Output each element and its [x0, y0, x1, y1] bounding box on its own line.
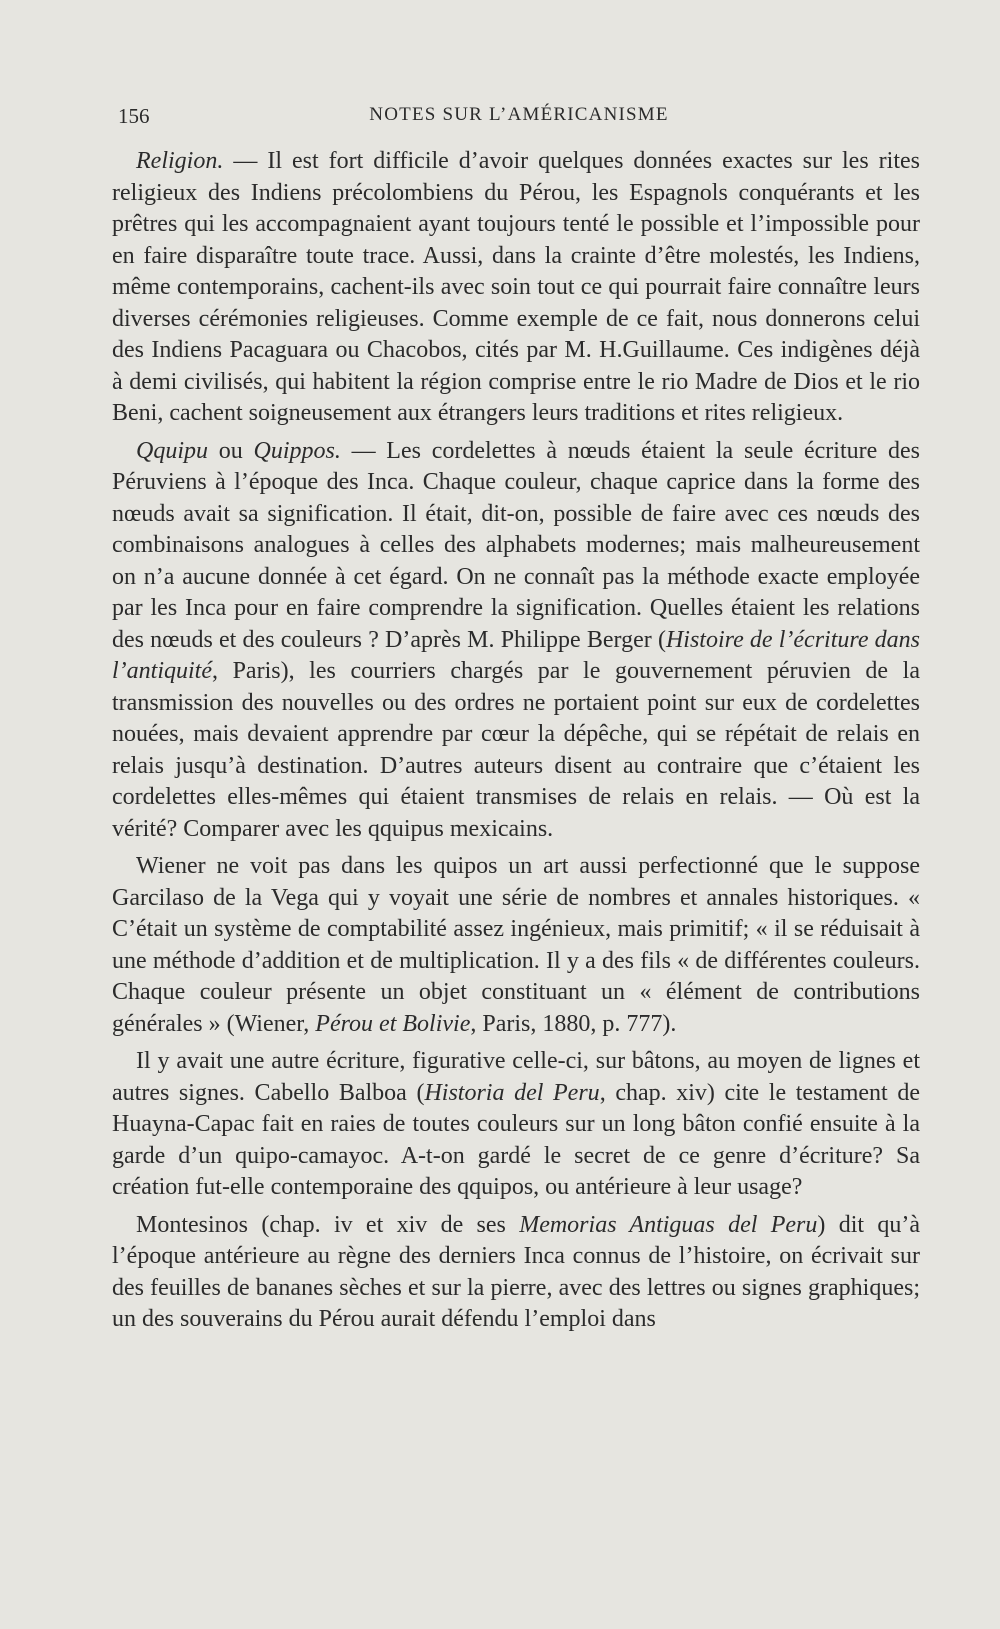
paragraph-text: ) dit qu’à l’époque antérieure au règne des derniers Inca connus de l’histoire, on écrivait sur des feuilles de bananes sèches et sur la pierre, avec des lettres ou signes graphiques; un des souverains du Pérou aurait défendu l’emploi dans [112, 1211, 920, 1332]
book-title: Memorias Antiguas del Peru [519, 1211, 818, 1238]
body-text [112, 146, 920, 1336]
paragraph-text: ou [208, 437, 254, 464]
running-title: NOTES SUR L’AMÉRICANISME [369, 104, 669, 125]
paragraph-text: — Les cordelettes à nœuds étaient la seule écriture des Péruviens à l’époque des Inca. Chaque couleur, chaque caprice dans la forme des nœuds avait sa signification. Il était, dit-on, possible de faire avec ces nœuds des combinaisons analogues à celles des alphabets modernes; mais malheureusement on n’a aucune donnée à cet égard. On ne connaît pas la méthode exacte employée par les Inca pour en faire comprendre la signification. Quelles étaient les relations des nœuds et des couleurs ? D’après M. Philippe Berger ( [112, 437, 920, 653]
paragraph-montesinos [112, 1210, 920, 1336]
book-title: Historia del Peru [424, 1079, 600, 1106]
book-title: Histoire de l’écriture dans l’antiquité [112, 626, 921, 684]
paragraph-text: , Paris), les courriers chargés par le gouvernement péruvien de la transmission des nouvelles ou des ordres ne portaient point sur eux de cordelettes nouées, mais devaient apprendre par cœur la dépêche, qui se répétait de relais en relais jusqu’à destination. D’autres auteurs disent au contraire que c’étaient les cordelettes elles-mêmes qui étaient transmises de relais en relais. — Où est la vérité? Comparer avec les qquipus mexicains. [112, 658, 920, 842]
running-head [118, 104, 920, 134]
paragraph-wiener [112, 851, 920, 1040]
paragraph-text: Il y avait une autre écriture, figurative celle-ci, sur bâtons, au moyen de lignes et autres signes. Cabello Balboa ( [112, 1048, 920, 1106]
paragraph-text: Wiener ne voit pas dans les quipos un art aussi perfectionné que le suppose Garcilaso de la Vega qui y voyait une série de nombres et annales historiques. « C’était un système de comptabilité assez ingénieux, mais primitif; « il se réduisait à une méthode d’addition et de multiplication. Il y a des fils « de différentes couleurs. Chaque couleur présente un objet constituant un « élément de contributions générales » (Wiener, [112, 853, 920, 1037]
section-lead: Religion. [136, 148, 224, 174]
paragraph-batons [112, 1046, 920, 1204]
paragraph-text: Montesinos (chap. iv et xiv de ses [136, 1211, 520, 1238]
paragraph-text: , Paris, 1880, p. 777). [470, 1010, 677, 1037]
section-lead-alt: Quippos. [253, 437, 341, 464]
section-lead: Qquipu [136, 437, 208, 464]
paragraph-text: , chap. xiv) cite le testament de Huayna-Capac fait en raies de toutes couleurs sur un long bâton confié ensuite à la garde d’un quipo-camayoc. A-t-on gardé le secret de ce genre d’écriture? Sa création fut-elle contemporaine des qquipos, ou antérieure à leur usage? [112, 1079, 920, 1200]
paragraph-qquipu [112, 436, 920, 846]
page-number: 156 [118, 104, 150, 128]
paragraph-religion [112, 146, 920, 430]
book-title: Pérou et Bolivie [315, 1010, 471, 1037]
paragraph-text: — Il est fort difficile d’avoir quelques données exactes sur les rites religieux des Indiens précolombiens du Pérou, les Espagnols conquérants et les prêtres qui les accompagnaient ayant toujours tenté le possible et l’impossible pour en faire disparaître toute trace. Aussi, dans la crainte d’être molestés, les Indiens, même contemporains, cachent-ils avec soin tout ce qui pourrait faire connaître leurs diverses cérémonies religieuses. Comme exemple de ce fait, nous donnerons celui des Indiens Pacaguara ou Chacobos, cités par M. H.Guillaume. Ces indigènes déjà à demi civilisés, qui habitent la région comprise entre le rio Madre de Dios et le rio Beni, cachent soigneusement aux étrangers leurs traditions et rites religieux. [112, 148, 920, 426]
